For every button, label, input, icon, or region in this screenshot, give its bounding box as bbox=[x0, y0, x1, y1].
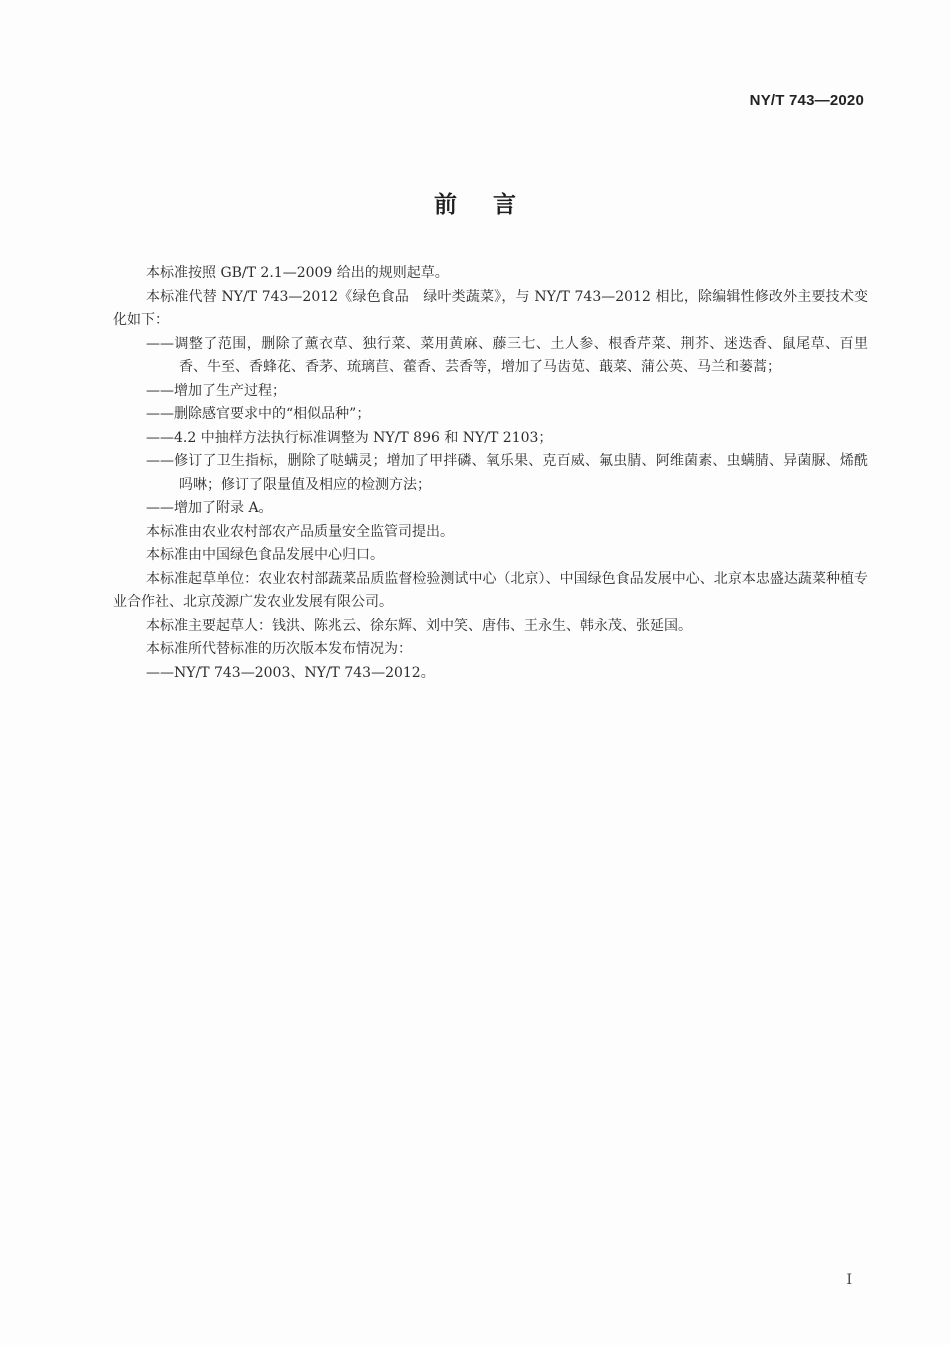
paragraph: 本标准起草单位：农业农村部蔬菜品质监督检验测试中心（北京）、中国绿色食品发展中心、北京本忠盛达蔬菜种植专业合作社、北京茂源广发农业发展有限公司。 bbox=[113, 570, 868, 610]
standard-code: NY/T 743—2020 bbox=[749, 92, 864, 109]
paragraph: 本标准所代替标准的历次版本发布情况为： bbox=[146, 641, 412, 657]
list-item: ——增加了生产过程； bbox=[146, 382, 286, 399]
paragraph: 本标准主要起草人：钱洪、陈兆云、徐东辉、刘中笑、唐伟、王永生、韩永茂、张延国。 bbox=[146, 617, 692, 634]
list-item: ——调整了范围，删除了薰衣草、独行菜、菜用黄麻、藤三七、土人参、根香芹菜、荆芥、迷迭香、鼠尾草、百里香、牛至、香蜂花、香茅、琉璃苣、藿香、芸香等，增加了马齿苋、蕺菜、蒲公英、马兰和蒌蒿； bbox=[146, 335, 868, 375]
paragraph: 本标准代替 NY/T 743—2012《绿色食品 绿叶类蔬菜》，与 NY/T 743—2012 相比，除编辑性修改外主要技术变化如下： bbox=[113, 288, 868, 328]
page-number: I bbox=[846, 1272, 852, 1288]
list-item: ——修订了卫生指标，删除了哒螨灵；增加了甲拌磷、氧乐果、克百威、氟虫腈、阿维菌素、虫螨腈、异菌脲、烯酰吗啉；修订了限量值及相应的检测方法； bbox=[146, 453, 868, 493]
document-body bbox=[113, 262, 868, 685]
page-title: 前言 bbox=[434, 192, 552, 218]
paragraph: 本标准由农业农村部农产品质量安全监管司提出。 bbox=[146, 523, 454, 540]
paragraph: 本标准按照 GB/T 2.1—2009 给出的规则起草。 bbox=[146, 265, 449, 281]
paragraph: ——NY/T 743—2003、NY/T 743—2012。 bbox=[146, 664, 435, 681]
paragraph: 本标准由中国绿色食品发展中心归口。 bbox=[146, 547, 384, 563]
list-item: ——4.2 中抽样方法执行标准调整为 NY/T 896 和 NY/T 2103； bbox=[146, 429, 553, 446]
list-item: ——增加了附录 A。 bbox=[146, 500, 273, 516]
list-item: ——删除感官要求中的“相似品种”； bbox=[146, 406, 371, 422]
